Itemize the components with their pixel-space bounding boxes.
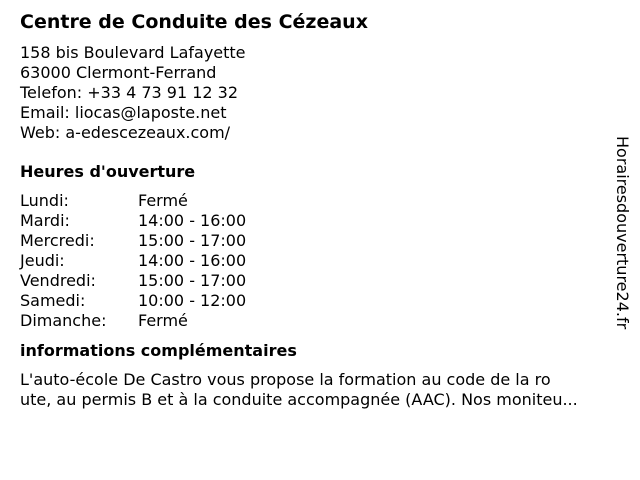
hours-row-sunday: [20, 311, 620, 331]
day-label: Mercredi:: [20, 231, 95, 250]
day-label: Samedi:: [20, 291, 86, 310]
hours-row-saturday: [20, 291, 620, 311]
opening-hours-table: [20, 191, 620, 331]
hours-row-monday: [20, 191, 620, 211]
day-label: Lundi:: [20, 191, 69, 210]
day-hours: 14:00 - 16:00: [138, 211, 247, 230]
day-label: Jeudi:: [20, 251, 65, 270]
day-hours: 15:00 - 17:00: [138, 271, 247, 290]
day-label: Vendredi:: [20, 271, 96, 290]
day-label: Dimanche:: [20, 311, 107, 330]
day-hours: 15:00 - 17:00: [138, 231, 247, 250]
web-link[interactable]: Web: a-edescezeaux.com/: [20, 123, 231, 142]
business-description: [20, 370, 630, 410]
business-card: [20, 9, 620, 410]
hours-row-wednesday: [20, 231, 620, 251]
address-line-1: 158 bis Boulevard Lafayette: [20, 43, 246, 62]
day-label: Mardi:: [20, 211, 70, 230]
day-hours: 10:00 - 12:00: [138, 291, 247, 310]
additional-info-heading: informations complémentaires: [20, 341, 297, 360]
day-hours: 14:00 - 16:00: [138, 251, 247, 270]
hours-row-thursday: [20, 251, 620, 271]
opening-hours-heading: Heures d'ouverture: [20, 162, 196, 181]
business-name: Centre de Conduite des Cézeaux: [20, 11, 368, 33]
web-line: [20, 123, 620, 143]
day-hours: Fermé: [138, 191, 188, 210]
day-hours: Fermé: [138, 311, 188, 330]
email-link[interactable]: Email: liocas@laposte.net: [20, 103, 227, 122]
site-watermark: Horairesdouverture24.fr: [613, 136, 632, 330]
address-line-2: 63000 Clermont-Ferrand: [20, 63, 217, 82]
description-line-1: L'auto-école De Castro vous propose la formation au code de la ro: [20, 370, 551, 389]
email-line: [20, 103, 620, 123]
hours-row-friday: [20, 271, 620, 291]
contact-info: [20, 43, 620, 143]
phone-line: Telefon: +33 4 73 91 12 32: [20, 83, 239, 102]
description-line-2: ute, au permis B et à la conduite accompagnée (AAC). Nos moniteu...: [20, 390, 578, 409]
hours-row-tuesday: [20, 211, 620, 231]
